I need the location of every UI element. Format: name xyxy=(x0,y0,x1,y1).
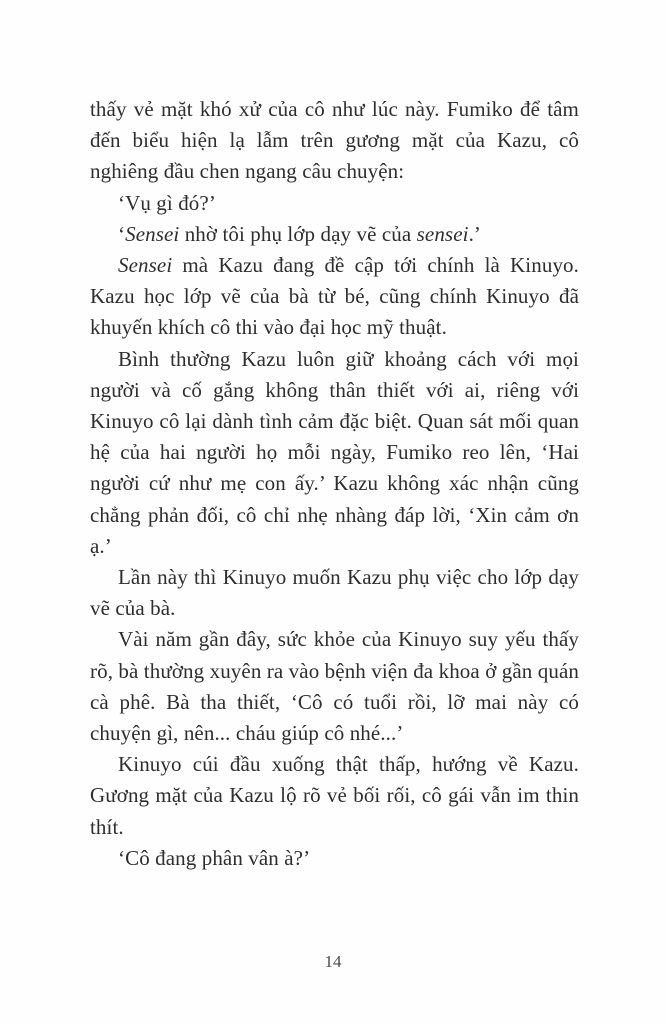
paragraph xyxy=(90,562,579,624)
text-run: thấy vẻ mặt khó xử của cô như lúc này. Fumiko để tâm đến biểu hiện lạ lẫm trên gương mặt của Kazu, cô nghiêng đầu chen ngang câu chuyện: xyxy=(90,97,579,184)
body-text xyxy=(90,94,579,874)
text-run: mà Kazu đang đề cập tới chính là Kinuyo. Kazu học lớp vẽ của bà từ bé, cũng chính Kinuyo đã khuyến khích cô thi vào đại học mỹ thuật. xyxy=(90,253,579,340)
paragraph xyxy=(90,219,579,250)
text-run: Lần này thì Kinuyo muốn Kazu phụ việc cho lớp dạy vẽ của bà. xyxy=(90,565,579,621)
paragraph xyxy=(90,250,579,344)
text-run: Kinuyo cúi đầu xuống thật thấp, hướng về Kazu. Gương mặt của Kazu lộ rõ vẻ bối rối, cô gái vẫn im thin thít. xyxy=(90,752,579,839)
paragraph xyxy=(90,749,579,843)
italic-text-run: Sensei xyxy=(118,253,173,278)
text-run: Bình thường Kazu luôn giữ khoảng cách với mọi người và cố gắng không thân thiết với ai, riêng với Kinuyo cô lại dành tình cảm đặc biệt. Quan sát mối quan hệ của hai người họ mỗi ngày, Fumiko reo lên, ‘Hai người cứ như mẹ con ấy.’ Kazu không xác nhận cũng chẳng phản đối, cô chỉ nhẹ nhàng đáp lời, ‘Xin cảm ơn ạ.’ xyxy=(90,346,579,558)
text-run: ‘Vụ gì đó?’ xyxy=(118,190,216,215)
paragraph xyxy=(90,94,579,188)
text-run: .’ xyxy=(468,221,482,246)
paragraph xyxy=(90,188,579,219)
text-run: ‘ xyxy=(118,221,126,246)
paragraph xyxy=(90,624,579,749)
page-number: 14 xyxy=(324,952,342,971)
text-run: Vài năm gần đây, sức khỏe của Kinuyo suy yếu thấy rõ, bà thường xuyên ra vào bệnh viện đa khoa ở gần quán cà phê. Bà tha thiết, ‘Cô có tuổi rồi, lỡ mai này có chuyện gì, nên... cháu giúp cô nhé...’ xyxy=(90,627,579,746)
text-run: nhờ tôi phụ lớp dạy vẽ của xyxy=(179,221,417,246)
paragraph xyxy=(90,344,579,562)
paragraph xyxy=(90,843,579,874)
italic-text-run: Sensei xyxy=(125,221,180,246)
italic-text-run: sensei xyxy=(416,221,469,246)
text-run: ‘Cô đang phân vân à?’ xyxy=(118,845,311,870)
